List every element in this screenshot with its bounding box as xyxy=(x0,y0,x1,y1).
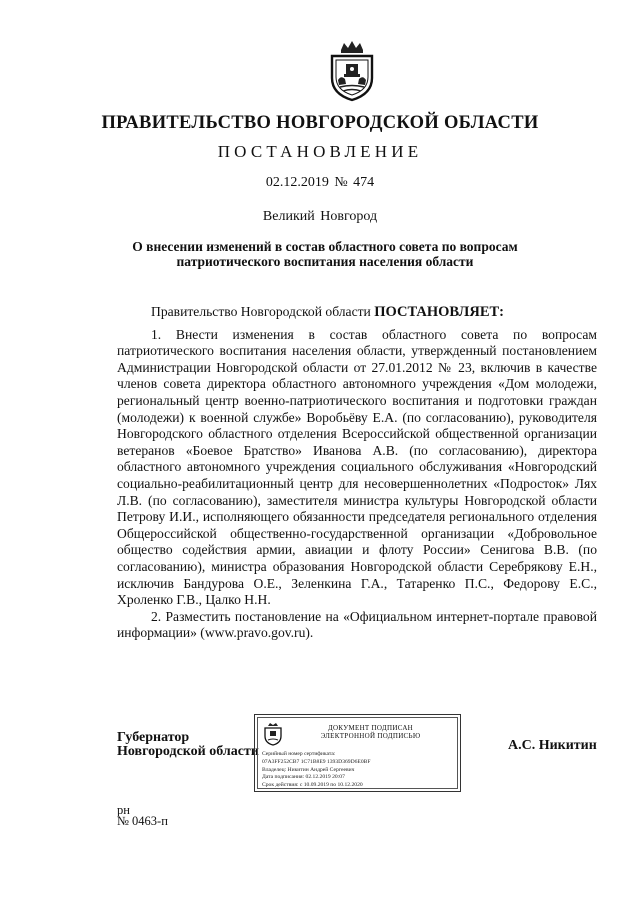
footer-initials: рн xyxy=(117,803,130,817)
signer-name: А.С. Никитин xyxy=(508,738,597,753)
document-city: Великий Новгород xyxy=(262,209,378,224)
position-line-2: Новгородской области xyxy=(117,744,259,759)
stamp-signed-date: Дата подписания: 02.12.2019 20:07 xyxy=(262,774,345,781)
stamp-serial-label: Серийный номер сертификата: xyxy=(262,751,336,757)
novgorod-coat-of-arms-icon xyxy=(262,722,284,746)
paragraph-2: 2. Разместить постановление на «Официальном интернет-портале правовой информации» (www.pravo.gov.ru). xyxy=(117,608,597,641)
document-type: ПОСТАНОВЛЕНИЕ xyxy=(217,142,423,161)
electronic-signature-stamp xyxy=(254,714,461,792)
position-line-1: Губернатор xyxy=(117,730,190,745)
document-subject: О внесении изменений в состав областного совета по вопросам патриотического воспитания населения области xyxy=(132,239,518,269)
intro-text: Правительство Новгородской области xyxy=(151,304,375,319)
body-intro xyxy=(117,304,597,321)
government-title: ПРАВИТЕЛЬСТВО НОВГОРОДСКОЙ ОБЛАСТИ xyxy=(101,113,539,133)
signatory-position xyxy=(117,731,259,759)
stamp-heading-line-1: ДОКУМЕНТ ПОДПИСАН xyxy=(327,724,414,732)
stamp-validity: Срок действия: с 10.09.2019 по 10.12.2020 xyxy=(262,782,363,789)
stamp-heading-line-2: ЭЛЕКТРОННОЙ ПОДПИСЬЮ xyxy=(320,732,421,740)
novgorod-coat-of-arms-icon xyxy=(324,40,380,102)
document-body xyxy=(117,304,597,642)
document-date-number: 02.12.2019 № 474 xyxy=(265,175,375,190)
coat-of-arms-emblem xyxy=(324,40,380,102)
footer-registration xyxy=(117,805,168,827)
paragraph-1: 1. Внести изменения в состав областного совета по вопросам патриотического воспитания населения области, утвержденный постановлением Администрации Новгородской области от 27.01.2012 № 23, включив в качестве членов совета директора областного автономного учреждения «Дом молодежи, региональный центр военно-патриотического воспитания и подготовки граждан (молодежи) к военной службе» Воробьёву Е.А. (по согласованию), руководителя Новгородского областного отделения Всероссийской общественной организации ветеранов «Боевое Братство» Иванова А.В. (по согласованию), директора областного автономного учреждения социального обслуживания «Новгородский социально-реабилитационный центр для несовершеннолетних «Подросток» Лях Л.В. (по согласованию), заместителя министра культуры Новгородской области Петрову И.И., исполняющего обязанности председателя регионального отделения Общероссийской общественно-государственной организации «Добровольное общество содействия армии, авиации и флоту России» Сенигова В.В. (по согласованию), министра образования Новгородской области Серебрякову Е.Н., исключив Бандурова О.Е., Зеленкина Г.А., Татаренко П.С., Федорову Е.С., Хроленко Г.В., Цалко Н.Н. xyxy=(117,326,597,608)
stamp-heading xyxy=(288,724,453,740)
stamp-serial-value: 07A3FF252CB7 1C71B8E9 1393D369D6E0BF xyxy=(262,758,371,765)
intro-resolves: ПОСТАНОВЛЯЕТ: xyxy=(374,304,504,320)
stamp-owner: Владелец: Никитин Андрей Сергеевич xyxy=(262,766,355,773)
stamp-details xyxy=(262,751,453,790)
footer-code: № 0463-п xyxy=(117,814,168,828)
